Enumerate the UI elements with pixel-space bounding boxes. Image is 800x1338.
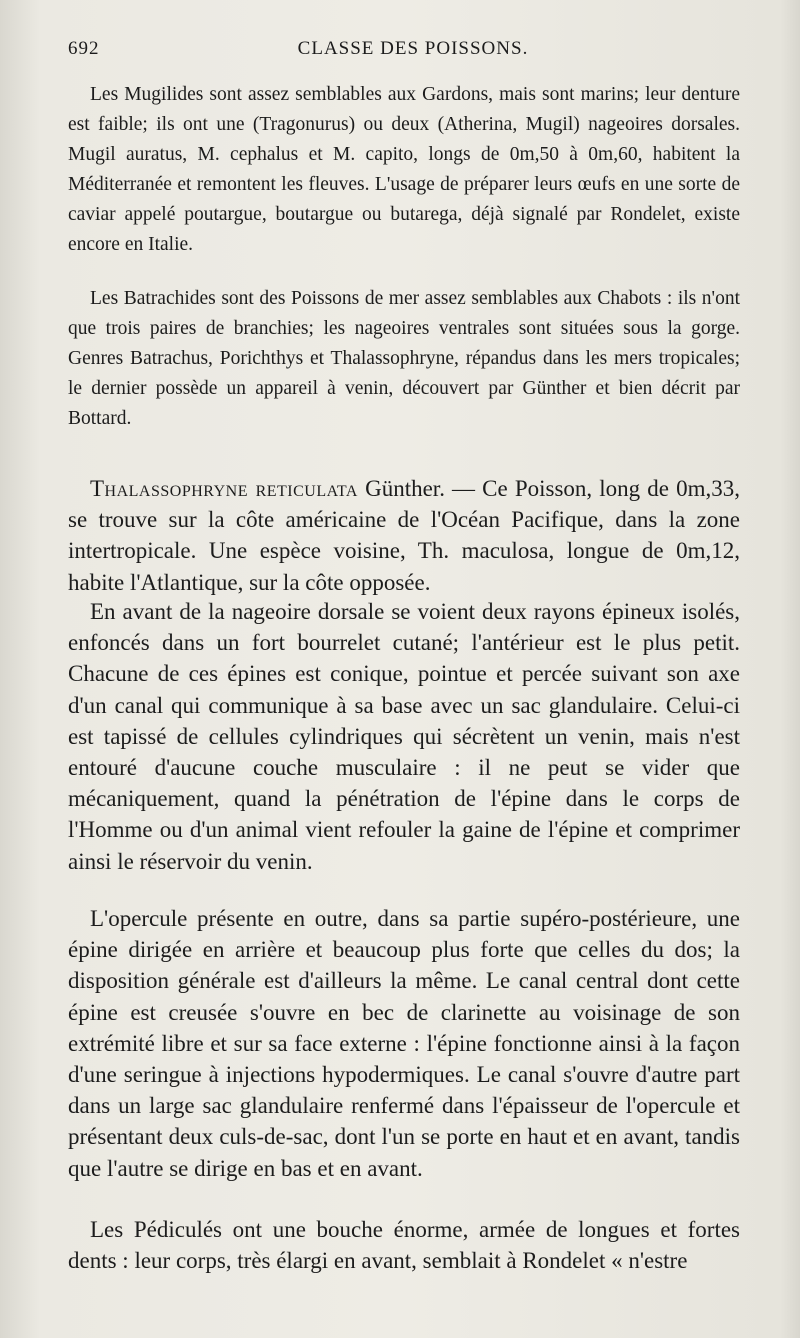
paragraph-text: En avant de la nageoire dorsale se voient deux rayons épineux isolés, enfoncés dans un fort bourrelet cutané; l'antérieur est le plus petit. Chacune de ces épines est conique, pointue et percée suivant son axe d'un canal qui communique à sa base avec un sac glandulaire. Celui-ci est tapissé de cellules cylindriques qui sécrètent un venin, mais n'est entouré d'aucune couche musculaire : il ne peut se vider que mécaniquement, quand la pénétration de l'épine dans le corps de l'Homme ou d'un animal vient refouler la gaine de l'épine et comprimer ainsi le réservoir du venin. — [68, 599, 740, 874]
paragraph-text — [68, 473, 740, 598]
paragraph-thalassophryne — [68, 473, 740, 598]
paragraph-text: Les Pédiculés ont une bouche énorme, armée de longues et fortes dents : leur corps, très élargi en avant, semblait à Rondelet « n'estre — [68, 1217, 740, 1274]
page-number: 692 — [68, 38, 100, 59]
running-title: CLASSE DES POISSONS. — [297, 38, 529, 59]
paragraph-text: Les Batrachides sont des Poissons de mer assez semblables aux Chabots : ils n'ont que trois paires de branchies; les nageoires ventrales sont situées sous la gorge. Genres Batrachus, Porichthys et Thalassophryne, répandus dans les mers tropicales; le dernier possède un appareil à venin, découvert par Günther et bien décrit par Bottard. — [68, 288, 740, 429]
paragraph-batrachides — [68, 284, 740, 434]
running-header — [68, 38, 758, 66]
paragraph-mugilides — [68, 80, 740, 260]
paragraph-pediculates — [68, 1214, 740, 1276]
species-description: Günther. — Ce Poisson, long de 0m,33, se trouve sur la côte américaine de l'Océan Pacifique, dans la zone intertropicale. Une espèce voisine, Th. maculosa, longue de 0m,12, habite l'Atlantique, sur la côte opposée. — [68, 476, 741, 595]
paragraph-dorsal-spines — [68, 596, 740, 877]
paragraph-opercule — [68, 903, 740, 1184]
species-heading: Thalassophryne reticulata — [90, 476, 358, 501]
paragraph-text: Les Mugilides sont assez semblables aux Gardons, mais sont marins; leur denture est faible; ils ont une (Tragonurus) ou deux (Atherina, Mugil) nageoires dorsales. Mugil auratus, M. cephalus et M. capito, longs de 0m,50 à 0m,60, habitent la Méditerranée et remontent les fleuves. L'usage de préparer leurs œufs en une sorte de caviar appelé poutargue, boutargue ou butarega, déjà signalé par Rondelet, existe encore en Italie. — [68, 84, 740, 255]
paragraph-text: L'opercule présente en outre, dans sa partie supéro-postérieure, une épine dirigée en arrière et beaucoup plus forte que celles du dos; la disposition générale est d'ailleurs la même. Le canal central dont cette épine est creusée s'ouvre en bec de clarinette au voisinage de son extrémité libre et sur sa face externe : l'épine fonctionne ainsi à la façon d'une seringue à injections hypodermiques. Le canal s'ouvre d'autre part dans un large sac glandulaire renfermé dans l'épaisseur de l'opercule et présentant deux culs-de-sac, dont l'un se porte en haut et en avant, tandis que l'autre se dirige en bas et en avant. — [68, 906, 740, 1181]
